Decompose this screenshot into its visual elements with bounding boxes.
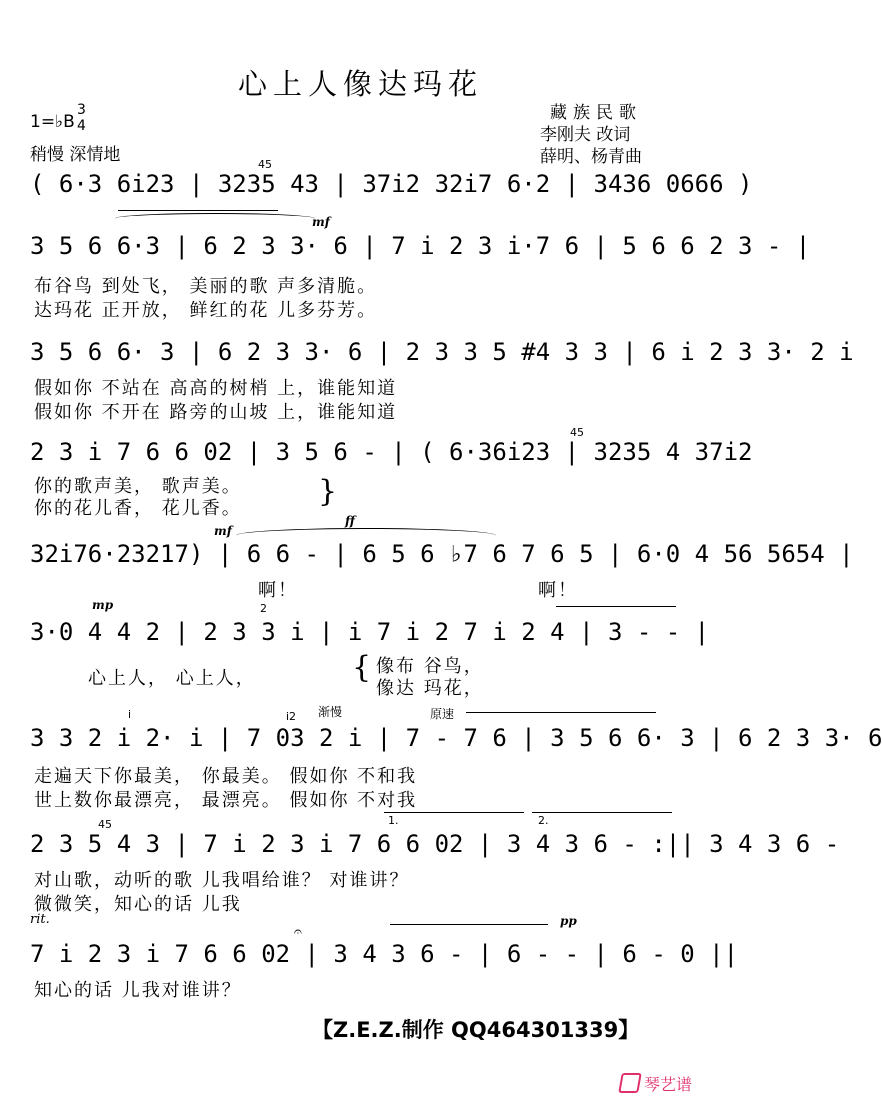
grace-note: 45 <box>98 818 112 831</box>
dynamic-mf: mf <box>312 215 330 229</box>
lyric-exclaim-1: 啊！ <box>258 580 298 601</box>
tie-line <box>556 606 676 607</box>
composer-label: 薛明、杨青曲 <box>540 147 642 167</box>
notation-row-8: 2 3 5 4 3 | 7 i 2 3 i 7 6 6 02 | 3 4 3 6 - :|| 3 4 3 6 - <box>30 830 840 858</box>
notation-row-5: 32i76·23217) | 6 6 - | 6 5 6 ♭7 6 7 6 5 | 6·0 4 56 5654 | <box>30 540 854 568</box>
dynamic-mp: mp <box>92 598 114 612</box>
tempo-resume: 原速 <box>430 707 455 721</box>
notation-row-7: 3 3 2 i 2· i | 7 03 2 i | 7 - 7 6 | 3 5 6 6· 3 | 6 2 3 3· 6 <box>30 724 883 752</box>
lyric-verse-2: 你的花儿香， 花儿香。 <box>34 498 242 519</box>
notation-row-1: ( 6·3 6i23 | 3235 43 | 37i2 32i7 6·2 | 3436 0666 ) <box>30 170 753 198</box>
lyric-verse-2: 达玛花 正开放， 鲜红的花 儿多芬芳。 <box>34 300 378 321</box>
ritardando-mark: rit. <box>30 912 50 927</box>
time-signature-bottom: 4 <box>77 118 86 134</box>
volta-bracket <box>532 812 672 813</box>
tempo-marking: 稍慢 深情地 <box>30 145 121 165</box>
notation-row-4: 2 3 i 7 6 6 02 | 3 5 6 - | ( 6·36i23 | 3235 4 37i2 <box>30 438 753 466</box>
logo-icon <box>618 1073 642 1093</box>
lyricist-label: 李刚夫 改词 <box>540 125 631 145</box>
page-title: 心上人像达玛花 <box>237 67 483 101</box>
lyric-line: 知心的话 儿我对谁讲？ <box>34 980 242 1001</box>
grace-note: i <box>128 708 132 721</box>
verse-brace: { <box>352 650 372 685</box>
dynamic-pp: pp <box>560 914 577 928</box>
volta-bracket <box>384 812 524 813</box>
dynamic-mf: mf <box>214 524 232 538</box>
lyric-verse-1: 布谷鸟 到处飞， 美丽的歌 声多清脆。 <box>34 276 378 297</box>
notation-row-2: 3 5 6 6·3 | 6 2 3 3· 6 | 7 i 2 3 i·7 6 | 5 6 6 2 3 - | <box>30 232 811 260</box>
lyric-line: 心上人， 心上人， <box>88 668 256 689</box>
lyric-verse-2: 微微笑，知心的话 儿我 <box>34 894 242 915</box>
notation-row-3: 3 5 6 6· 3 | 6 2 3 3· 6 | 2 3 3 5 #4 3 3 | 6 i 2 3 3· 2 i <box>30 338 854 366</box>
tie-line <box>118 210 278 211</box>
dynamic-ff: ff <box>345 514 355 528</box>
fermata-icon: 𝄐 <box>294 924 302 940</box>
verse-brace: } <box>318 474 338 509</box>
volta-1: 1. <box>388 814 399 827</box>
notation-row-9: 7 i 2 3 i 7 6 6 02 | 3 4 3 6 - | 6 - - | 6 - 0 || <box>30 940 739 968</box>
notation-row-6: 3·0 4 4 2 | 2 3 3 i | i 7 i 2 7 i 2 4 | 3 - - | <box>30 618 710 646</box>
lyric-verse-2: 假如你 不开在 路旁的山坡 上，谁能知道 <box>34 402 398 423</box>
grace-note: 2 <box>260 602 267 615</box>
grace-note: i2 <box>286 710 297 723</box>
grace-note: 45 <box>570 426 584 439</box>
lyric-verse-2: 世上数你最漂亮， 最漂亮。 假如你 不对我 <box>34 790 418 811</box>
credit-line: 【Z.E.Z.制作 QQ464301339】 <box>312 1018 640 1042</box>
volta-2: 2. <box>538 814 549 827</box>
slur <box>115 213 315 224</box>
lyric-verse-1: 像布 谷鸟， <box>376 656 484 677</box>
lyric-verse-1: 走遍天下你最美， 你最美。 假如你 不和我 <box>34 766 418 787</box>
lyric-verse-2: 像达 玛花， <box>376 678 484 699</box>
lyric-verse-1: 对山歌，动听的歌 儿我唱给谁？ 对谁讲？ <box>34 870 410 891</box>
logo-text: 琴艺谱 <box>644 1075 693 1094</box>
grace-note: 45 <box>258 158 272 171</box>
lyric-verse-1: 假如你 不站在 高高的树梢 上，谁能知道 <box>34 378 398 399</box>
genre-label: 藏族民歌 <box>550 103 642 123</box>
lyric-verse-1: 你的歌声美， 歌声美。 <box>34 476 242 497</box>
lyric-exclaim-2: 啊！ <box>538 580 578 601</box>
site-logo <box>620 1072 692 1095</box>
time-signature-top: 3 <box>77 102 86 118</box>
key-signature: 1=♭B <box>30 112 75 132</box>
diminuendo-line <box>390 924 548 925</box>
tie-line <box>466 712 656 713</box>
tempo-slowing: 渐慢 <box>318 705 343 719</box>
